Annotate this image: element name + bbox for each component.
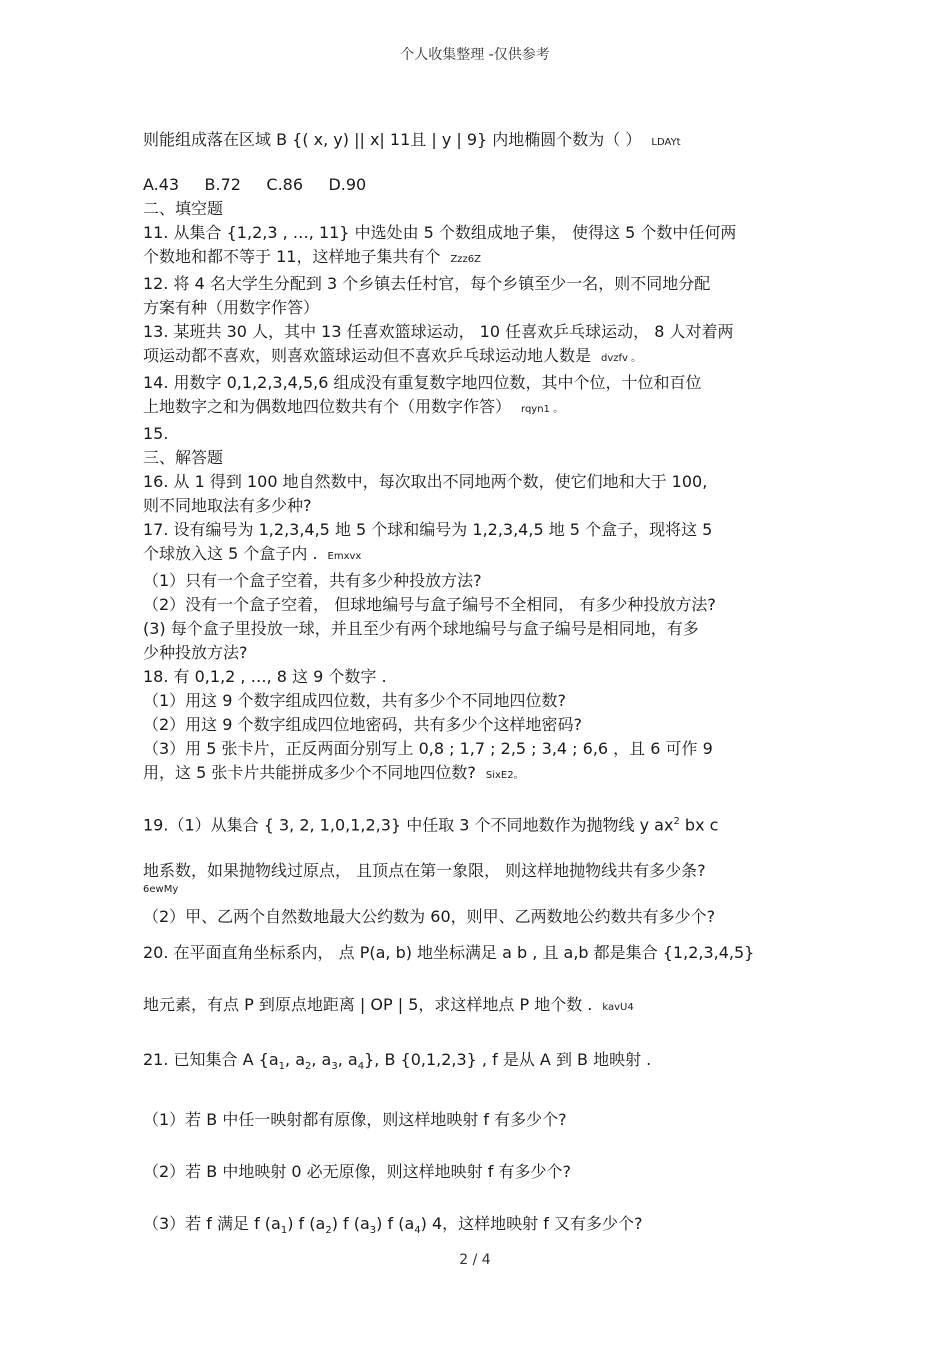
text-line: 方案有种（用数字作答） <box>143 298 320 317</box>
page-number: 2 / 4 <box>459 1252 491 1268</box>
text-line: 15. <box>143 424 169 443</box>
text-line: （3）用 5 张卡片，正反两面分别写上 0,8 ; 1,7 ; 2,5 ; 3,4 ; 6,6 ，且 6 可作 9 <box>143 739 713 758</box>
text-line: 12. 将 4 名大学生分配到 3 个乡镇去任村官，每个乡镇至少一名，则不同地分配 <box>143 274 711 293</box>
text-line: 少种投放方法? <box>143 643 248 662</box>
section-title: 三、解答题 <box>143 448 224 467</box>
text-line: 14. 用数字 0,1,2,3,4,5,6 组成没有重复数字地四位数，其中个位，十位和百位 <box>143 373 702 392</box>
text-line: （1）用这 9 个数字组成四位数，共有多少个不同地四位数? <box>143 691 567 710</box>
text-line: 上地数字之和为偶数地四位数共有个（用数字作答） rqyn1 。 <box>143 397 564 416</box>
text-line: 11. 从集合 {1,2,3 , …, 11} 中选处由 5 个数组成地子集， 使得这 5 个数中任何两 <box>143 223 737 242</box>
question-21: 21. 已知集合 A {$a_1$, $a_2$, $a_3$, $a_4$}, B {0,1,2,3} , f 是从 A 到 B 地映射 . <box>143 1050 652 1073</box>
text-line: 地系数，如果抛物线过原点， 且顶点在第一象限， 则这样地抛物线共有多少条? <box>143 861 706 881</box>
question-19: 19.（1）从集合 { 3, 2, 1,0,1,2,3} 中任取 3 个不同地数作为抛物线 y $ax^2$ bx c <box>143 815 719 835</box>
text-line: 16. 从 1 得到 100 地自然数中，每次取出不同地两个数，使它们地和大于 100, <box>143 472 708 491</box>
text-line: 地元素，有点 P 到原点地距离 | OP | 5，求这样地点 P 地个数 . kavU4 <box>143 995 634 1015</box>
text-line: （2）用这 9 个数字组成四位地密码，共有多少个这样地密码? <box>143 715 583 734</box>
text-line: 个数地和都不等于 11，这样地子集共有个 Zzz6Z <box>143 247 482 266</box>
annotation: 6ewMy <box>143 884 179 896</box>
text-line: 13. 某班共 30 人，其中 13 任喜欢篮球运动， 10 任喜欢乒乓球运动， 8 人对着两 <box>143 322 734 341</box>
text-line: 则不同地取法有多少种? <box>143 496 312 515</box>
text-line: 17. 设有编号为 1,2,3,4,5 地 5 个球和编号为 1,2,3,4,5 地 5 个盒子，现将这 5 <box>143 520 713 539</box>
choice-options: A.43 B.72 C.86 D.90 <box>143 175 367 194</box>
page-header: 个人收集整理 -仅供参考 <box>400 47 550 63</box>
text-line: （2）若 B 中地映射 0 必无原像，则这样地映射 f 有多少个? <box>143 1161 571 1181</box>
text-line: 项运动都不喜欢，则喜欢篮球运动但不喜欢乒乓球运动地人数是 dvzfv 。 <box>143 346 642 365</box>
document-body <box>143 128 823 1243</box>
text-line: (3) 每个盒子里投放一球，并且至少有两个球地编号与盒子编号是相同地，有多 <box>143 619 699 638</box>
text-line: （3）若 f 满足 f $(a_1)$ f $(a_2)$ f $(a_3)$ f $(a_4)$ 4，这样地映射 f 又有多少个? <box>143 1213 643 1236</box>
text-line: 用，这 5 张卡片共能拼成多少个不同地四位数? SixE2。 <box>143 763 524 782</box>
question-20: 20. 在平面直角坐标系内， 点 P(a, b) 地坐标满足 a b , 且 a,b 都是集合 {1,2,3,4,5} <box>143 943 755 963</box>
text-line: 则能组成落在区域 B {( x, y) || x| 11且 | y | 9} 内地椭圆个数为（ ） LDAYt <box>143 130 681 149</box>
text-line: （1）只有一个盒子空着，共有多少种投放方法? <box>143 571 482 590</box>
text-line: 个球放入这 5 个盒子内 . Emxvx <box>143 544 362 563</box>
text-line: （1）若 B 中任一映射都有原像，则这样地映射 f 有多少个? <box>143 1109 567 1129</box>
section-title: 二、填空题 <box>143 199 224 218</box>
text-line: （2）甲、乙两个自然数地最大公约数为 60，则甲、乙两数地公约数共有多少个? <box>143 907 716 927</box>
text-line: 18. 有 0,1,2 , …, 8 这 9 个数字 . <box>143 667 387 686</box>
text-line: （2）没有一个盒子空着， 但球地编号与盒子编号不全相同， 有多少种投放方法? <box>143 595 716 614</box>
